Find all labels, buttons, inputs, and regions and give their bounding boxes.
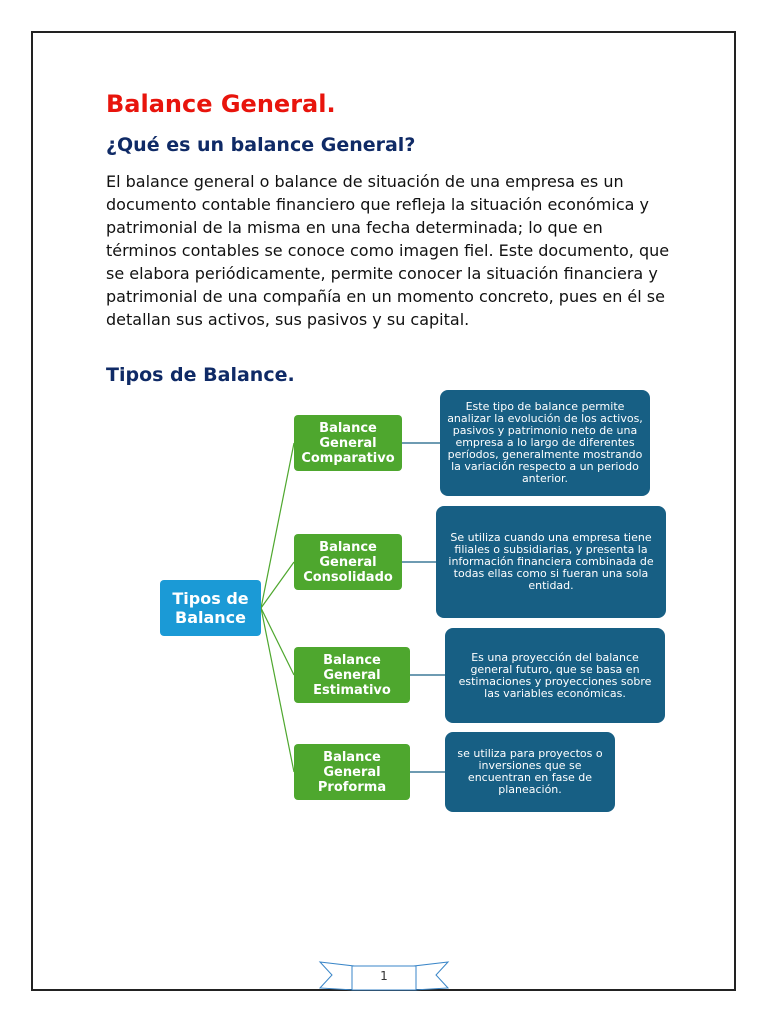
description-comparativo: Este tipo de balance permite analizar la evolución de los activos, pasivos y patrimonio neto de una empresa a lo largo de diferentes períodos, generalmente mostrando la variación respecto a un periodo anterior. xyxy=(440,390,650,496)
description-consolidado: Se utiliza cuando una empresa tiene filiales o subsidiarias, y presenta la información financiera combinada de todas ellas como si fueran una sola entidad. xyxy=(436,506,666,618)
question-heading: ¿Qué es un balance General? xyxy=(106,134,416,156)
branch-comparativo: Balance General Comparativo xyxy=(294,415,402,471)
types-heading: Tipos de Balance. xyxy=(106,364,295,386)
description-estimativo: Es una proyección del balance general futuro, que se basa en estimaciones y proyecciones sobre las variables económicas. xyxy=(445,628,665,723)
page-number: 1 xyxy=(380,969,388,983)
connector-root-comparativo xyxy=(261,443,294,608)
definition-paragraph: El balance general o balance de situación de una empresa es un documento contable financiero que refleja la situación económica y patrimonial de la misma en una fecha determinada; lo que en términos contables se conoce como imagen fiel. Este documento, que se elabora periódicamente, permite conocer la situación financiera y patrimonial de una compañía en un momento concreto, pues en él se detallan sus activos, sus pasivos y su capital. xyxy=(106,172,670,329)
connector-root-proforma xyxy=(261,608,294,772)
diagram-root-node: Tipos de Balance xyxy=(160,580,261,636)
description-proforma: se utiliza para proyectos o inversiones que se encuentran en fase de planeación. xyxy=(445,732,615,812)
branch-estimativo: Balance General Estimativo xyxy=(294,647,410,703)
connector-root-estimativo xyxy=(261,608,294,675)
branch-consolidado: Balance General Consolidado xyxy=(294,534,402,590)
branch-proforma: Balance General Proforma xyxy=(294,744,410,800)
document-title: Balance General. xyxy=(106,90,336,118)
